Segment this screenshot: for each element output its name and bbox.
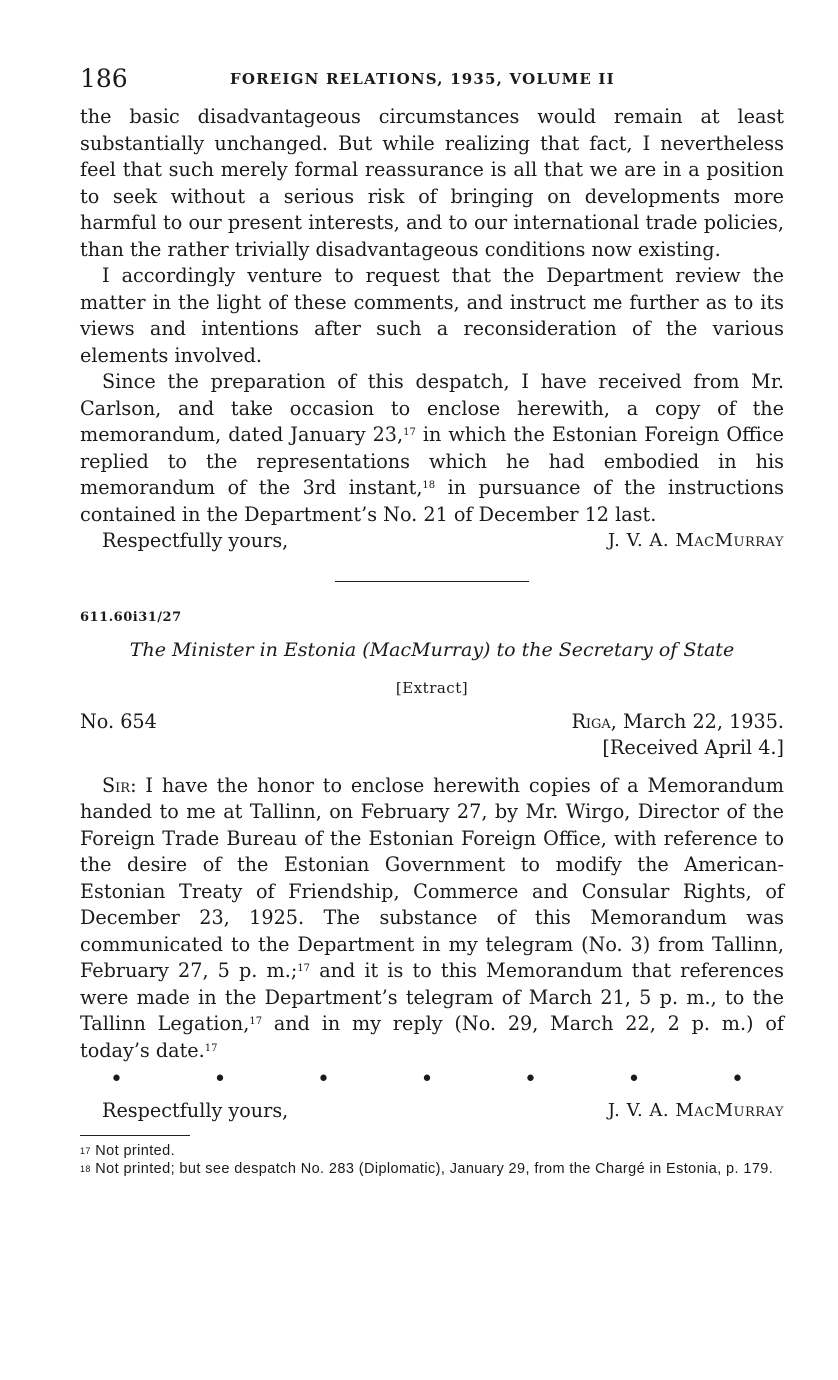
ellipsis-dot: • — [317, 1067, 330, 1092]
letter-body — [80, 773, 784, 1065]
footnote-ref[interactable]: 17 — [249, 1016, 263, 1027]
signature-initials: J. V. A. — [607, 1100, 676, 1121]
salutation: Sir — [102, 773, 131, 797]
ellipsis-dot: • — [213, 1067, 227, 1092]
place-date — [571, 709, 784, 735]
footnote-ref[interactable]: 17 — [204, 1042, 218, 1054]
extract-label: [Extract] — [395, 678, 469, 697]
page-number: 186 — [80, 64, 128, 93]
footnotes — [80, 1142, 784, 1178]
footnote-ref[interactable]: 17 — [403, 427, 416, 438]
first-closing — [80, 528, 784, 555]
paragraph-3 — [80, 369, 784, 528]
signature-surname: MacMurray — [675, 530, 784, 551]
paragraph-3-part-1: Since the preparation of this despatch, I have received from Mr. Carlson, and take occasion to enclose herewith, a copy of the memorandum, dated January 23, — [80, 370, 784, 446]
dateline — [80, 709, 784, 735]
despatch-number: No. 654 — [80, 709, 157, 733]
ellipsis-dot: • — [420, 1067, 434, 1092]
footnote-text: Not printed; but see despatch No. 283 (Diplomatic), January 29, from the Chargé in Estonia, p. 179. — [95, 1160, 774, 1177]
signature — [608, 528, 784, 555]
ellipsis-dot: • — [731, 1067, 744, 1092]
section-divider — [335, 581, 529, 582]
footnote-ref[interactable]: 18 — [422, 480, 436, 491]
footnote — [80, 1142, 784, 1160]
ellipsis-dot: • — [110, 1067, 123, 1092]
signature — [608, 1098, 784, 1125]
date: , March 22, 1935. — [610, 709, 784, 733]
received-date: [Received April 4.] — [602, 735, 784, 759]
letter-part-1: : I have the honor to enclose herewith copies of a Memorandum handed to me at Tallinn, on February 27, by Mr. Wirgo, Director of the Foreign Trade Bureau of the Estonian Foreign Office, with reference to the desire of the Estonian Government to modify the American-Estonian Treaty of Friendship, Commerce and Consular Rights, of December 23, 1925. The substance of this Memorandum was communicated to the Department in my telegram (No. 3) from Tallinn, February 27, 5 p. m.; — [80, 773, 784, 982]
ellipsis-dot: • — [524, 1067, 537, 1092]
closing-salutation: Respectfully yours, — [102, 529, 289, 552]
paragraph-3-part-3: in pursuance of the instructions contained in the Department’s No. 21 of December 12 last. — [80, 476, 784, 526]
footnote-rule — [80, 1135, 190, 1136]
paragraph-2: I accordingly venture to request that the Department review the matter in the light of these comments, and instruct me further as to its views and intentions after such a reconsideration of the various elements involved. — [80, 264, 784, 367]
footnote-text: Not printed. — [95, 1142, 176, 1159]
signature-initials: J. V. A. — [607, 530, 676, 551]
footnote — [80, 1160, 784, 1178]
first-document-body — [80, 104, 784, 528]
letter-part-2: and it is to this Memorandum that references were made in the Department’s telegram of March 21, 5 p. m., to the Tallinn Legation, — [80, 959, 784, 1035]
paragraph-1: the basic disadvantageous circumstances would remain at least substantially unchanged. But while realizing that fact, I nevertheless feel that such merely formal reassurance is all that we are in a position to seek without a serious risk of bringing on developments more harmful to our present interests, and to our international trade policies, than the rather trivially disadvantageous conditions now existing. — [80, 105, 784, 261]
footnote-marker: 17 — [80, 1145, 91, 1156]
place: Riga — [571, 709, 611, 733]
running-head: FOREIGN RELATIONS, 1935, VOLUME II — [230, 70, 615, 88]
ellipsis-dot: • — [627, 1067, 641, 1092]
footnote-ref[interactable]: 17 — [297, 963, 311, 974]
letter-part-3: and in my reply (No. 29, March 22, 2 p. m.) of today’s date. — [80, 1012, 784, 1062]
closing-salutation: Respectfully yours, — [102, 1099, 289, 1122]
document-title: The Minister in Estonia (MacMurray) to the Secretary of State — [129, 638, 735, 661]
document-page — [80, 60, 784, 1178]
signature-surname: MacMurray — [675, 1100, 784, 1121]
page-header — [80, 60, 784, 104]
file-number: 611.60i31/27 — [80, 609, 182, 625]
paragraph-3-part-2: in which the Estonian Foreign Office replied to the representations which he had embodied in his memorandum of the 3rd instant, — [80, 423, 784, 499]
letter-paragraph — [80, 773, 784, 1065]
second-closing — [80, 1098, 784, 1125]
omission-ellipsis — [80, 1067, 784, 1092]
footnote-marker: 18 — [80, 1163, 91, 1174]
